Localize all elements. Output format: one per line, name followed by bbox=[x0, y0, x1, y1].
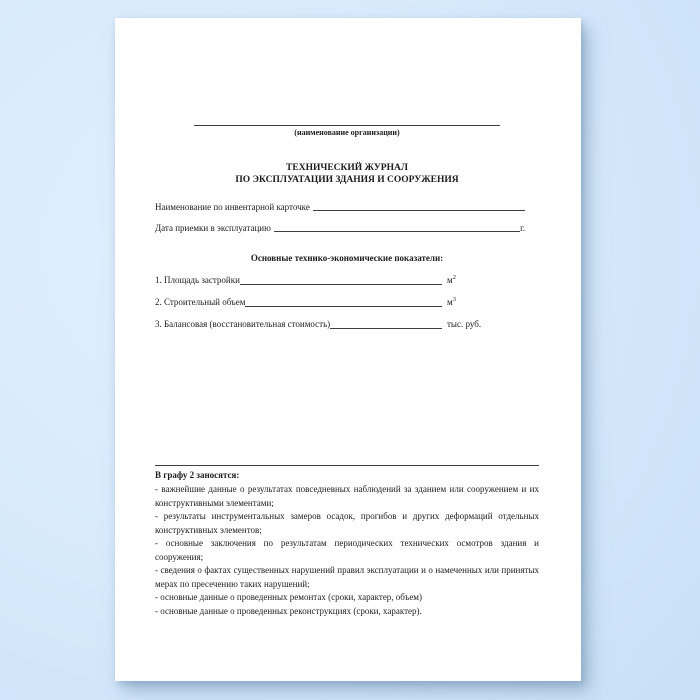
blank-line bbox=[330, 328, 442, 329]
footnote-item: - результаты инструментальных замеров осадок, прогибов и других деформаций отдельных конструктивных элементов; bbox=[155, 511, 539, 535]
header-fields bbox=[155, 201, 539, 234]
indicator-row-building-area bbox=[155, 274, 539, 287]
document-title bbox=[155, 162, 539, 186]
indicator-label: 3. Балансовая (восстановительная стоимость) bbox=[155, 319, 331, 329]
footnote-item: - основные заключения по результатам периодических технических осмотров здания и сооружения; bbox=[155, 538, 539, 562]
organization-caption: (наименование организации) bbox=[294, 128, 400, 137]
footnote-heading: В графу 2 заносятся: bbox=[155, 470, 240, 480]
field-label: Дата приемки в эксплуатацию bbox=[155, 223, 271, 233]
indicators-heading: Основные технико-экономические показатели: bbox=[250, 253, 444, 263]
field-label: Наименование по инвентарной карточке bbox=[155, 202, 310, 212]
indicator-unit: $м^3$ bbox=[447, 296, 456, 307]
blank-line bbox=[313, 210, 525, 211]
field-row-acceptance-date bbox=[155, 222, 525, 234]
indicator-unit: $м^2$ bbox=[447, 274, 456, 285]
document-title-line-1: ТЕХНИЧЕСКИЙ ЖУРНАЛ bbox=[286, 163, 408, 173]
blank-line bbox=[245, 306, 442, 307]
blank-line bbox=[240, 284, 442, 285]
indicator-row-balance-cost bbox=[155, 318, 539, 331]
footnote-list bbox=[155, 483, 539, 618]
footnote-item: - основные данные о проведенных реконструкциях (сроки, характер). bbox=[155, 605, 422, 616]
organization-blank-line bbox=[194, 125, 500, 126]
indicator-unit: тыс. руб. bbox=[447, 319, 482, 329]
document-page bbox=[115, 18, 581, 681]
footnote-separator bbox=[155, 465, 539, 466]
indicator-label: 2. Строительный объем bbox=[155, 297, 246, 307]
document-title-line-2: ПО ЭКСПЛУАТАЦИИ ЗДАНИЯ И СООРУЖЕНИЯ bbox=[235, 175, 459, 185]
blank-line bbox=[274, 231, 520, 232]
footnote-item: - сведения о фактах существенных нарушений правил эксплуатации и о намеченных или принятых мерах по пресечению таких нарушений; bbox=[155, 565, 539, 589]
indicators-list bbox=[155, 274, 539, 331]
indicator-row-construction-volume bbox=[155, 296, 539, 309]
footnote-item: - основные данные о проведенных ремонтах (сроки, характер, объем) bbox=[155, 592, 423, 602]
footnote-item: - важнейшие данные о результатах повседневных наблюдений за зданием или сооружением и их конструктивными элементами; bbox=[155, 484, 539, 508]
indicator-label: 1. Площадь застройки bbox=[155, 275, 240, 285]
field-row-inventory-card bbox=[155, 201, 525, 213]
field-suffix: г. bbox=[520, 223, 525, 233]
